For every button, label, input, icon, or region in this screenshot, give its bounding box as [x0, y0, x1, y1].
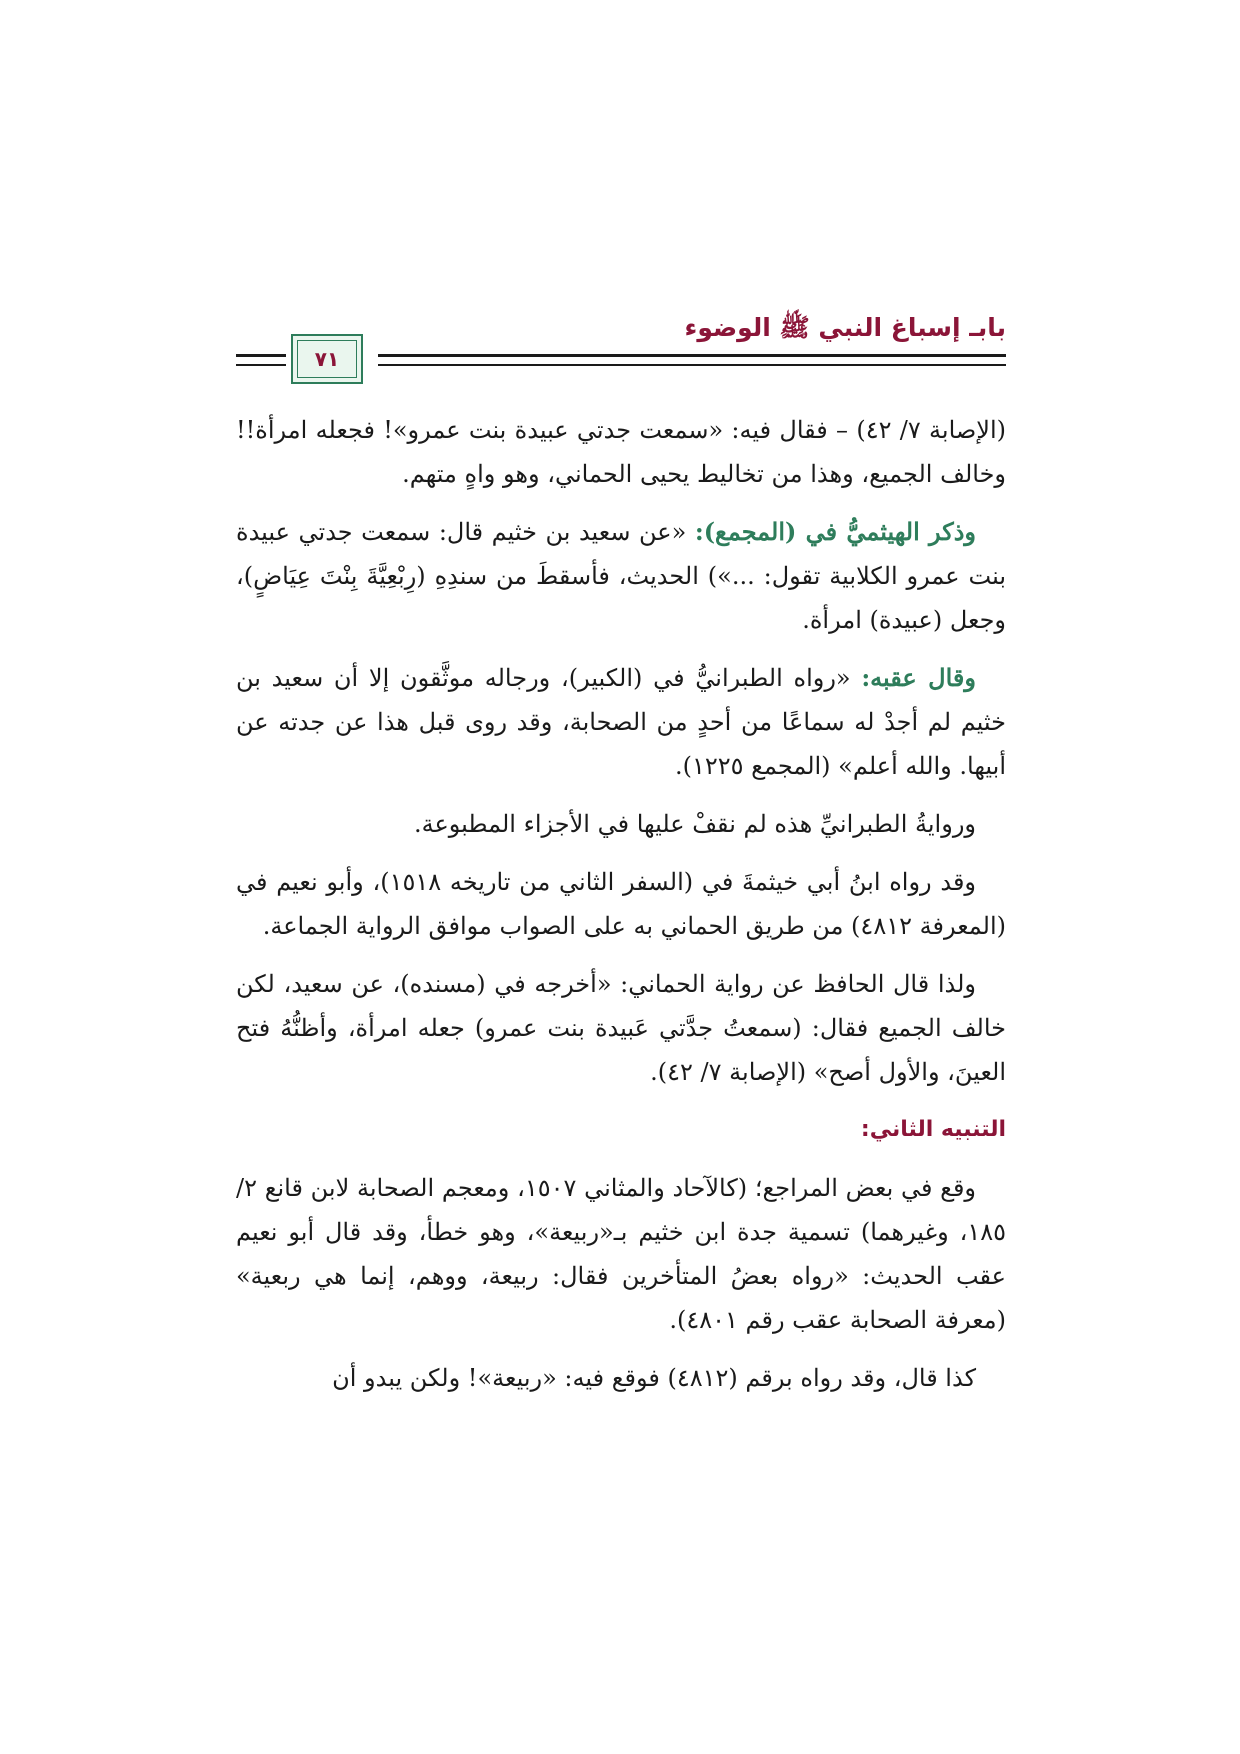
paragraph-4: وروايةُ الطبرانيِّ هذه لم نقفْ عليها في الأجزاء المطبوعة. [413, 810, 976, 838]
page-number: ٧١ [314, 347, 340, 371]
paragraph-lead: وقال عقبه: [861, 663, 976, 692]
section-heading: التنبيه الثاني: [860, 1117, 1006, 1142]
paragraph-lead: وذكر الهيثميُّ في (المجمع): [694, 517, 976, 546]
header-rule-bottom-right [378, 364, 1006, 366]
paragraph-7: وقع في بعض المراجع؛ (كالآحاد والمثاني ١٥٠٧، ومعجم الصحابة لابن قانع ٢/ ١٨٥، وغيرهما) تسمية جدة ابن خثيم بـ«ربيعة»، وهو خطأ، وقد قال أبو نعيم عقب الحديث: «رواه بعضُ المتأخرين فقال: ربيعة، ووهم، إنما هي ربعية» (معرفة الصحابة عقب رقم ٤٨٠١). [236, 1174, 1006, 1334]
page-header [236, 310, 1006, 390]
paragraph-2: وذكر الهيثميُّ في (المجمع): «عن سعيد بن خثيم قال: سمعت جدتي عبيدة بنت عمرو الكلابية تقول: ...») الحديث، فأسقطَ من سندِهِ (رِبْعِيَّةَ بِنْتَ عِيَاضٍ)، وجعل (عبيدة) امرأة. [236, 517, 1006, 634]
chapter-title: بابـ إسباغ النبي ﷺ الوضوء [684, 313, 1006, 342]
paragraph-6: ولذا قال الحافظ عن رواية الحماني: «أخرجه في (مسنده)، عن سعيد، لكن خالف الجميع فقال: (سمعتُ جدَّتي عَبيدة بنت عمرو) جعله امرأة، وأظنُّهُ فتح العينَ، والأول أصح» (الإصابة ٧/ ٤٢). [236, 970, 1006, 1086]
page-number-badge [291, 334, 363, 384]
paragraph-1: (الإصابة ٧/ ٤٢) – فقال فيه: «سمعت جدتي عبيدة بنت عمرو»! فجعله امرأة!! وخالف الجميع، وهذا من تخاليط يحيى الحماني، وهو واهٍ متهم. [236, 416, 1006, 488]
header-rule-top-right [378, 354, 1006, 357]
paragraph-8: كذا قال، وقد رواه برقم (٤٨١٢) فوقع فيه: «ربيعة»! ولكن يبدو أن [332, 1364, 976, 1392]
paragraph-3: وقال عقبه: «رواه الطبرانيُّ في (الكبير)، ورجاله موثَّقون إلا أن سعيد بن خثيم لم أجدْ له سماعًا من أحدٍ من الصحابة، وقد روى قبل هذا عن جدته عن أبيها. والله أعلم» (المجمع ١٢٢٥). [236, 663, 1007, 780]
header-rule-bottom-left [236, 364, 286, 366]
page-body [236, 408, 1006, 1414]
paragraph-5: وقد رواه ابنُ أبي خيثمةَ في (السفر الثاني من تاريخه ١٥١٨)، وأبو نعيم في (المعرفة ٤٨١٢) من طريق الحماني به على الصواب موافق الرواية الجماعة. [236, 868, 1006, 940]
header-rule-top-left [236, 354, 286, 357]
